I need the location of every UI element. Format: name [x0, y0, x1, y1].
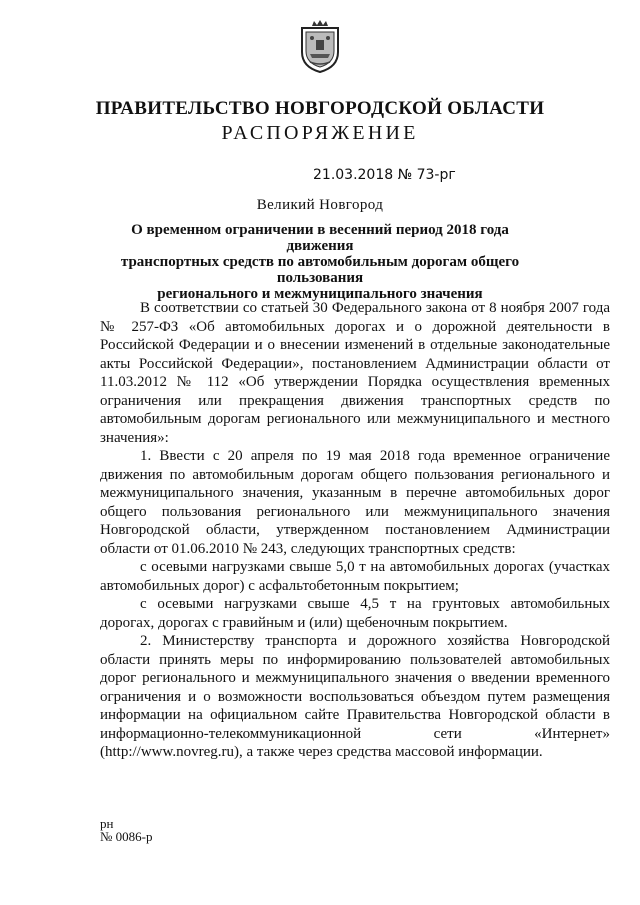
item-1b-paragraph: с осевыми нагрузками свыше 4,5 т на грунтовых автомобильных дорогах, дорогах с гравийным и (или) щебеночным покрытием.	[100, 596, 610, 631]
coat-of-arms-icon	[298, 20, 342, 74]
document-body	[100, 299, 610, 762]
subject-line: транспортных средств по автомобильным дорогам общего пользования	[120, 254, 520, 286]
registration-mark	[100, 817, 152, 843]
subject-line: О временном ограничении в весенний период 2018 года движения	[131, 222, 509, 254]
government-title: ПРАВИТЕЛЬСТВО НОВГОРОДСКОЙ ОБЛАСТИ	[95, 98, 545, 119]
city: Великий Новгород	[256, 197, 384, 213]
date-number: 21.03.2018 № 73-рг	[313, 167, 456, 183]
item-1-paragraph: 1. Ввести с 20 апреля по 19 мая 2018 года временное ограничение движения по автомобильным дорогам общего пользования регионального и межмуниципального значения, указанным в перечне автомобильных дорог общего пользования регионального или межмуниципального значения Новгородской области, утвержденном постановлением Администрации области от 01.06.2010 № 243, следующих транспортных средств:	[100, 448, 610, 557]
preamble-paragraph: В соответствии со статьей 30 Федерального закона от 8 ноября 2007 года № 257-ФЗ «Об автомобильных дорогах и о дорожной деятельности в Российской Федерации и о внесении изменений в отдельные законодательные акты Российской Федерации», постановлением Администрации области от 11.03.2012 № 112 «Об утверждении Порядка осуществления временных ограничения или прекращения движения транспортных средств по автомобильным дорогам регионального или межмуниципального и местного значения»:	[100, 300, 610, 446]
registration-number: № 0086-р	[100, 829, 153, 844]
document-type: РАСПОРЯЖЕНИЕ	[221, 122, 419, 144]
registration-initials: рн	[100, 816, 114, 831]
subject-line: регионального и межмуниципального значения	[157, 286, 483, 302]
item-2-paragraph: 2. Министерству транспорта и дорожного хозяйства Новгородской области принять меры по информированию пользователей автомобильных дорог регионального и межмуниципального значения о введении временного ограничения и о возможности воспользоваться объездом путем размещения информации на официальном сайте Правительства Новгородской области в информационно-телекоммуникационной сети «Интернет» (http://www.novreg.ru), а также через средства массовой информации.	[100, 633, 610, 760]
document-subject	[100, 222, 540, 302]
item-1a-paragraph: с осевыми нагрузками свыше 5,0 т на автомобильных дорогах (участках автомобильных дорог) с асфальтобетонным покрытием;	[100, 559, 610, 594]
